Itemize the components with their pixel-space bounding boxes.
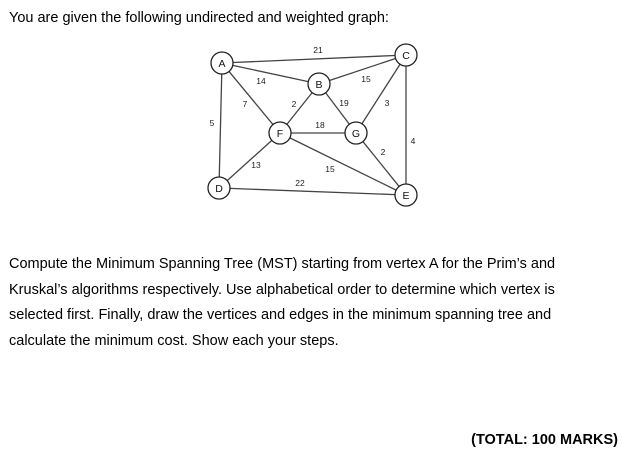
node-f — [269, 122, 291, 144]
edge-weight-a-c: 21 — [313, 45, 323, 55]
question-line: selected first. Finally, draw the vertices and edges in the minimum spanning tree and — [9, 307, 552, 323]
node-a — [211, 52, 233, 74]
node-label: B — [315, 78, 323, 91]
edge-a-d — [219, 74, 221, 177]
intro-text: You are given the following undirected and weighted graph: — [9, 10, 389, 26]
question-text — [9, 252, 631, 354]
question-line: calculate the minimum cost. Show each your steps. — [9, 332, 339, 349]
edge-weight-g-e: 2 — [380, 147, 386, 157]
node-e — [395, 184, 417, 206]
graph-nodes — [208, 44, 417, 206]
node-label: F — [276, 127, 284, 140]
edge-weight-d-e: 22 — [295, 178, 305, 188]
node-label: C — [402, 49, 410, 62]
node-d — [208, 177, 230, 199]
edge-weight-f-e: 15 — [325, 164, 335, 174]
edge-f-d — [227, 140, 272, 180]
edge-weight-a-b: 14 — [256, 76, 266, 86]
edge-weight-f-g: 18 — [315, 120, 325, 130]
edge-weight-b-g: 19 — [339, 98, 349, 108]
edge-weight-a-d: 5 — [209, 118, 215, 128]
edge-a-c — [233, 55, 395, 62]
edge-weight-b-c: 15 — [361, 74, 371, 84]
edge-a-f — [229, 71, 273, 124]
edge-weight-a-f: 7 — [242, 99, 248, 109]
node-c — [395, 44, 417, 66]
node-g — [345, 122, 367, 144]
question-line: Kruskal’s algorithms respectively. Use alphabetical order to determine which vertex is — [9, 281, 555, 298]
question-line: Compute the Minimum Spanning Tree (MST) starting from vertex A for the Prim’s and — [9, 256, 556, 272]
edge-weight-b-f: 2 — [291, 99, 297, 109]
edge-a-b — [233, 65, 308, 81]
edge-weight-f-d: 13 — [251, 160, 261, 170]
node-label: A — [218, 57, 226, 70]
total-marks: (TOTAL: 100 MARKS) — [471, 432, 618, 448]
node-b — [308, 73, 330, 95]
edge-d-e — [230, 188, 395, 194]
node-label: D — [215, 182, 223, 195]
node-label: E — [402, 189, 410, 202]
edge-weight-c-g: 3 — [384, 98, 390, 108]
node-label: G — [351, 127, 361, 140]
edge-weight-c-e: 4 — [410, 136, 416, 146]
